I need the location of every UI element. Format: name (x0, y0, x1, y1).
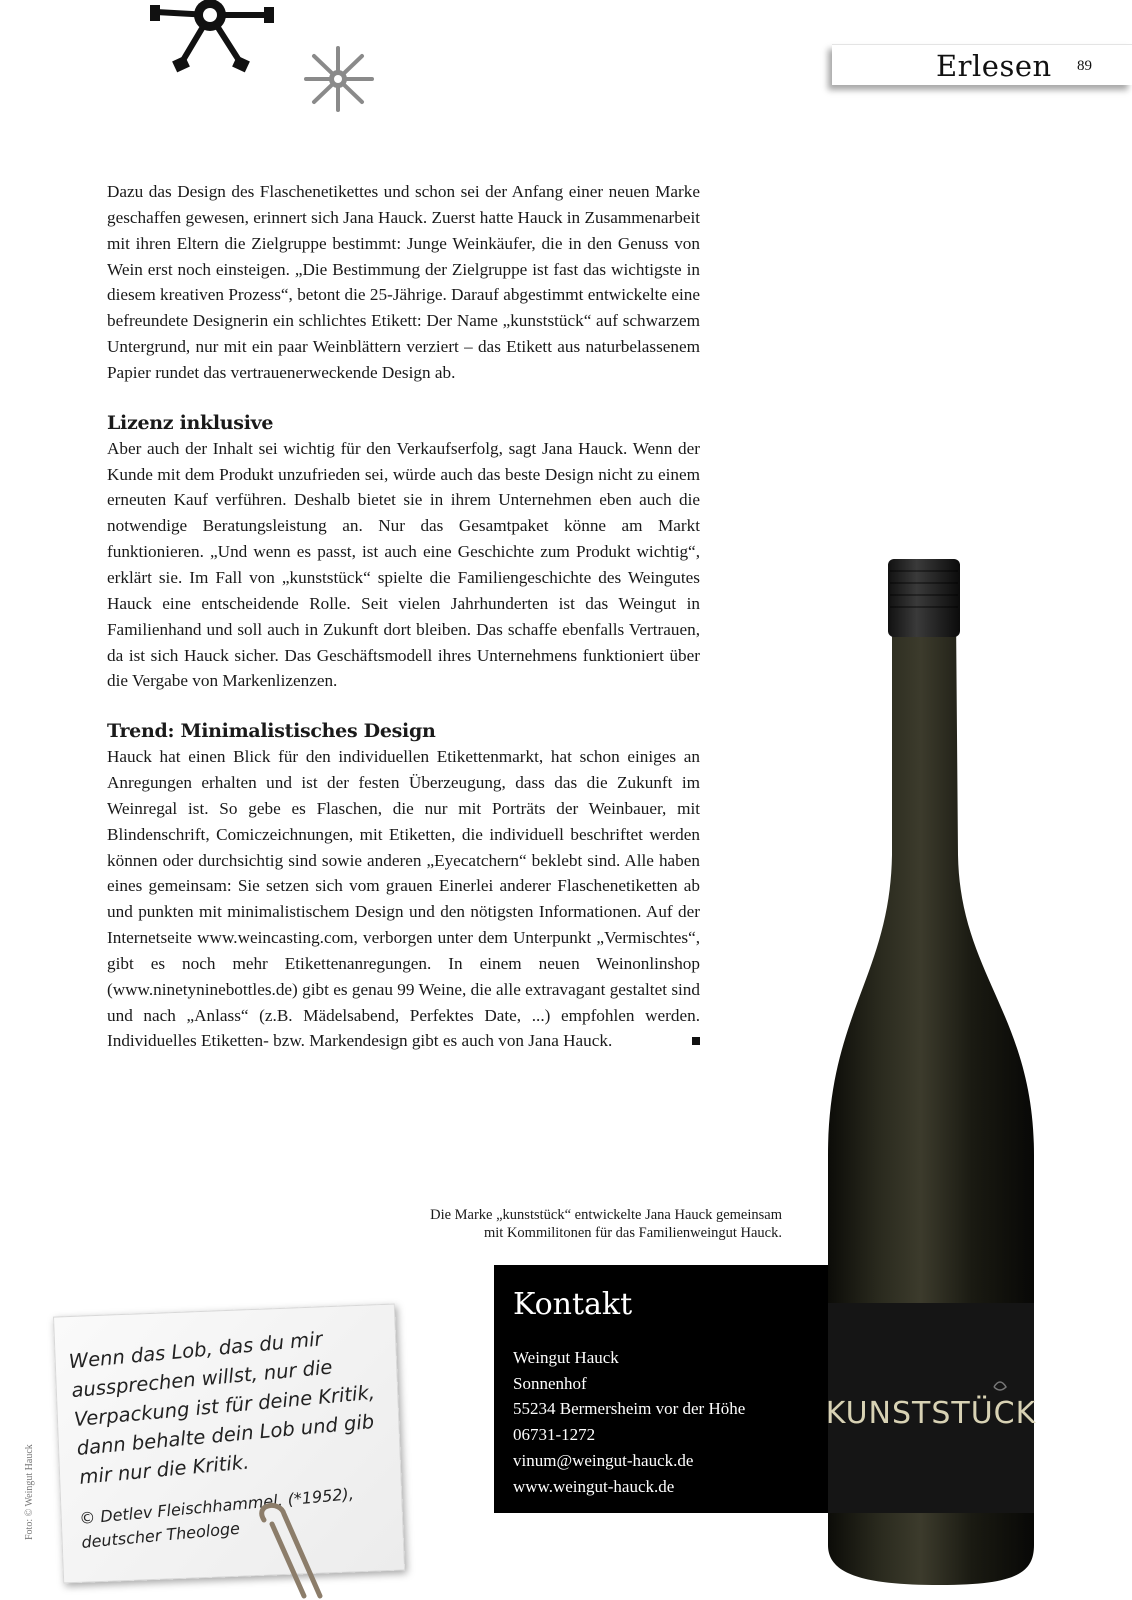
bottle-label-text: KUNSTSTÜCK (825, 1396, 1037, 1431)
article-paragraph-1: Aber auch der Inhalt sei wichtig für den Verkaufserfolg, sagt Jana Hauck. Wenn der Kunde mit dem Produkt unzufrieden sei, würde auch das beste Design nicht zu einem erneuten Kauf verführen. Deshalb bietet sie in ihrem Unternehmen eben auch die notwendige Beratungsleistung an. Nur das Gesamtpaket könne am Markt funktionieren. „Und wenn es passt, ist auch eine Geschichte zum Produkt wichtig“, erklärt sie. Im Fall von „kunststück“ spielte die Familiengeschichte des Weingutes Hauck eine entscheidende Rolle. Seit vielen Jahrhunderten ist das Weingut in Familienhand und soll auch in Zukunft dort bleiben. Das schaffe ebenfalls Vertrauen, da ist sich Hauck sicher. Das Geschäftsmodell ihres Unternehmens funktioniert über die Vergabe von Markenlizenzen. (107, 438, 700, 691)
end-of-article-mark (692, 1037, 700, 1045)
contact-website: www.weingut-hauck.de (513, 1476, 675, 1496)
heading-lizenz-inklusive: Lizenz inklusive (107, 411, 274, 434)
photo-credit: Foto: © Weingut Hauck (24, 1444, 35, 1540)
article-body (107, 179, 700, 1054)
contact-box (494, 1265, 840, 1513)
contact-phone: 06731-1272 (513, 1425, 596, 1445)
contact-title: Kontakt (513, 1287, 633, 1322)
contact-estate: Sonnenhof (513, 1373, 587, 1393)
contact-company: Weingut Hauck (513, 1348, 619, 1367)
article-paragraph-2-text: Hauck hat einen Blick für den individuellen Etikettenmarkt, hat schon einiges an Anregungen erhalten und ist der festen Überzeugung, dass das die Zukunft im Weinregal ist. So gebe es Flaschen, die nur mit Porträts der Weinbauer, mit Blindenschrift, Comiczeichnungen, mit Etiketten, die individuell beschriftet werden können oder durchsichtig sind sowie anderen „Eyecatchern“ beklebt sind. Alle haben eines gemeinsam: Sie setzen sich vom grauen Einerlei anderer Flaschenetiketten ab und punkten mit minimalistischem Design und den nötigsten Informationen. Auf der Internetseite www.weincasting.com, verborgen unter dem Unterpunkt „Vermischtes“, gibt es noch mehr Etikettenanregungen. In einem neuen Weinonlinshop (www.ninetyninebottles.de) gibt es genau 99 Weine, die alle extravagant gestaltet sind und nach „Anlass“ (z.B. Mädelsabend, Perfektes Date, ...) empfohlen werden. Individuelles Etiketten- bzw. Markendesign gibt es auch von Jana Hauck. (107, 747, 700, 1051)
contact-details (513, 1345, 745, 1499)
contact-email: vinum@weingut-hauck.de (513, 1450, 694, 1470)
caption-line-1: Die Marke „kunststück“ entwickelte Jana Hauck gemeinsam (430, 1207, 782, 1223)
snowflake-gray-icon (300, 44, 380, 114)
quote-note-card (53, 1304, 405, 1584)
section-header-tab (832, 44, 1132, 85)
article-paragraph-2 (107, 744, 700, 1054)
note-credit-author: © Detlev Fleischhammel, (*1952), (78, 1484, 355, 1529)
caption-line-2: mit Kommilitonen für das Familienweingut Hauck. (483, 1225, 782, 1241)
page-number: 89 (1077, 58, 1092, 74)
paper-clip-icon (250, 1500, 340, 1600)
article-intro-paragraph: Dazu das Design des Flaschenetikettes und schon sei der Anfang einer neuen Marke geschaffen gewesen, erinnert sich Jana Hauck. Zuerst hatte Hauck in Zusammenarbeit mit ihren Eltern die Zielgruppe bestimmt: Junge Weinkäufer, die in den Genuss von Wein erst noch einsteigen. „Die Bestimmung der Zielgruppe ist fast das wichtigste in diesem kreativen Prozess“, betont die 25-Jährige. Darauf abgestimmt entwickelte eine befreundete Designerin ein schlichtes Etikett: Der Name „kunststück“ auf schwarzem Untergrund, nur mit ein paar Weinblättern verziert – das Etikett aus naturbelassenem Papier rundet das vertrauenerweckende Design ab. (107, 182, 700, 382)
photo-caption (330, 1206, 782, 1242)
section-title: Erlesen (936, 49, 1052, 83)
wine-bottle-image (820, 555, 1060, 1600)
note-quote: Wenn das Lob, das du mir aussprechen willst, nur die Verpackung ist für deine Kritik, dann behalte dein Lob und gib mir nur die Kritik. (67, 1327, 376, 1489)
note-credit (78, 1478, 397, 1554)
snowflake-black-icon (148, 0, 278, 75)
heading-trend-minimalistisches-design: Trend: Minimalistisches Design (107, 720, 436, 743)
contact-address: 55234 Bermersheim vor der Höhe (513, 1399, 746, 1419)
note-credit-role: deutscher Theologe (80, 1518, 241, 1552)
